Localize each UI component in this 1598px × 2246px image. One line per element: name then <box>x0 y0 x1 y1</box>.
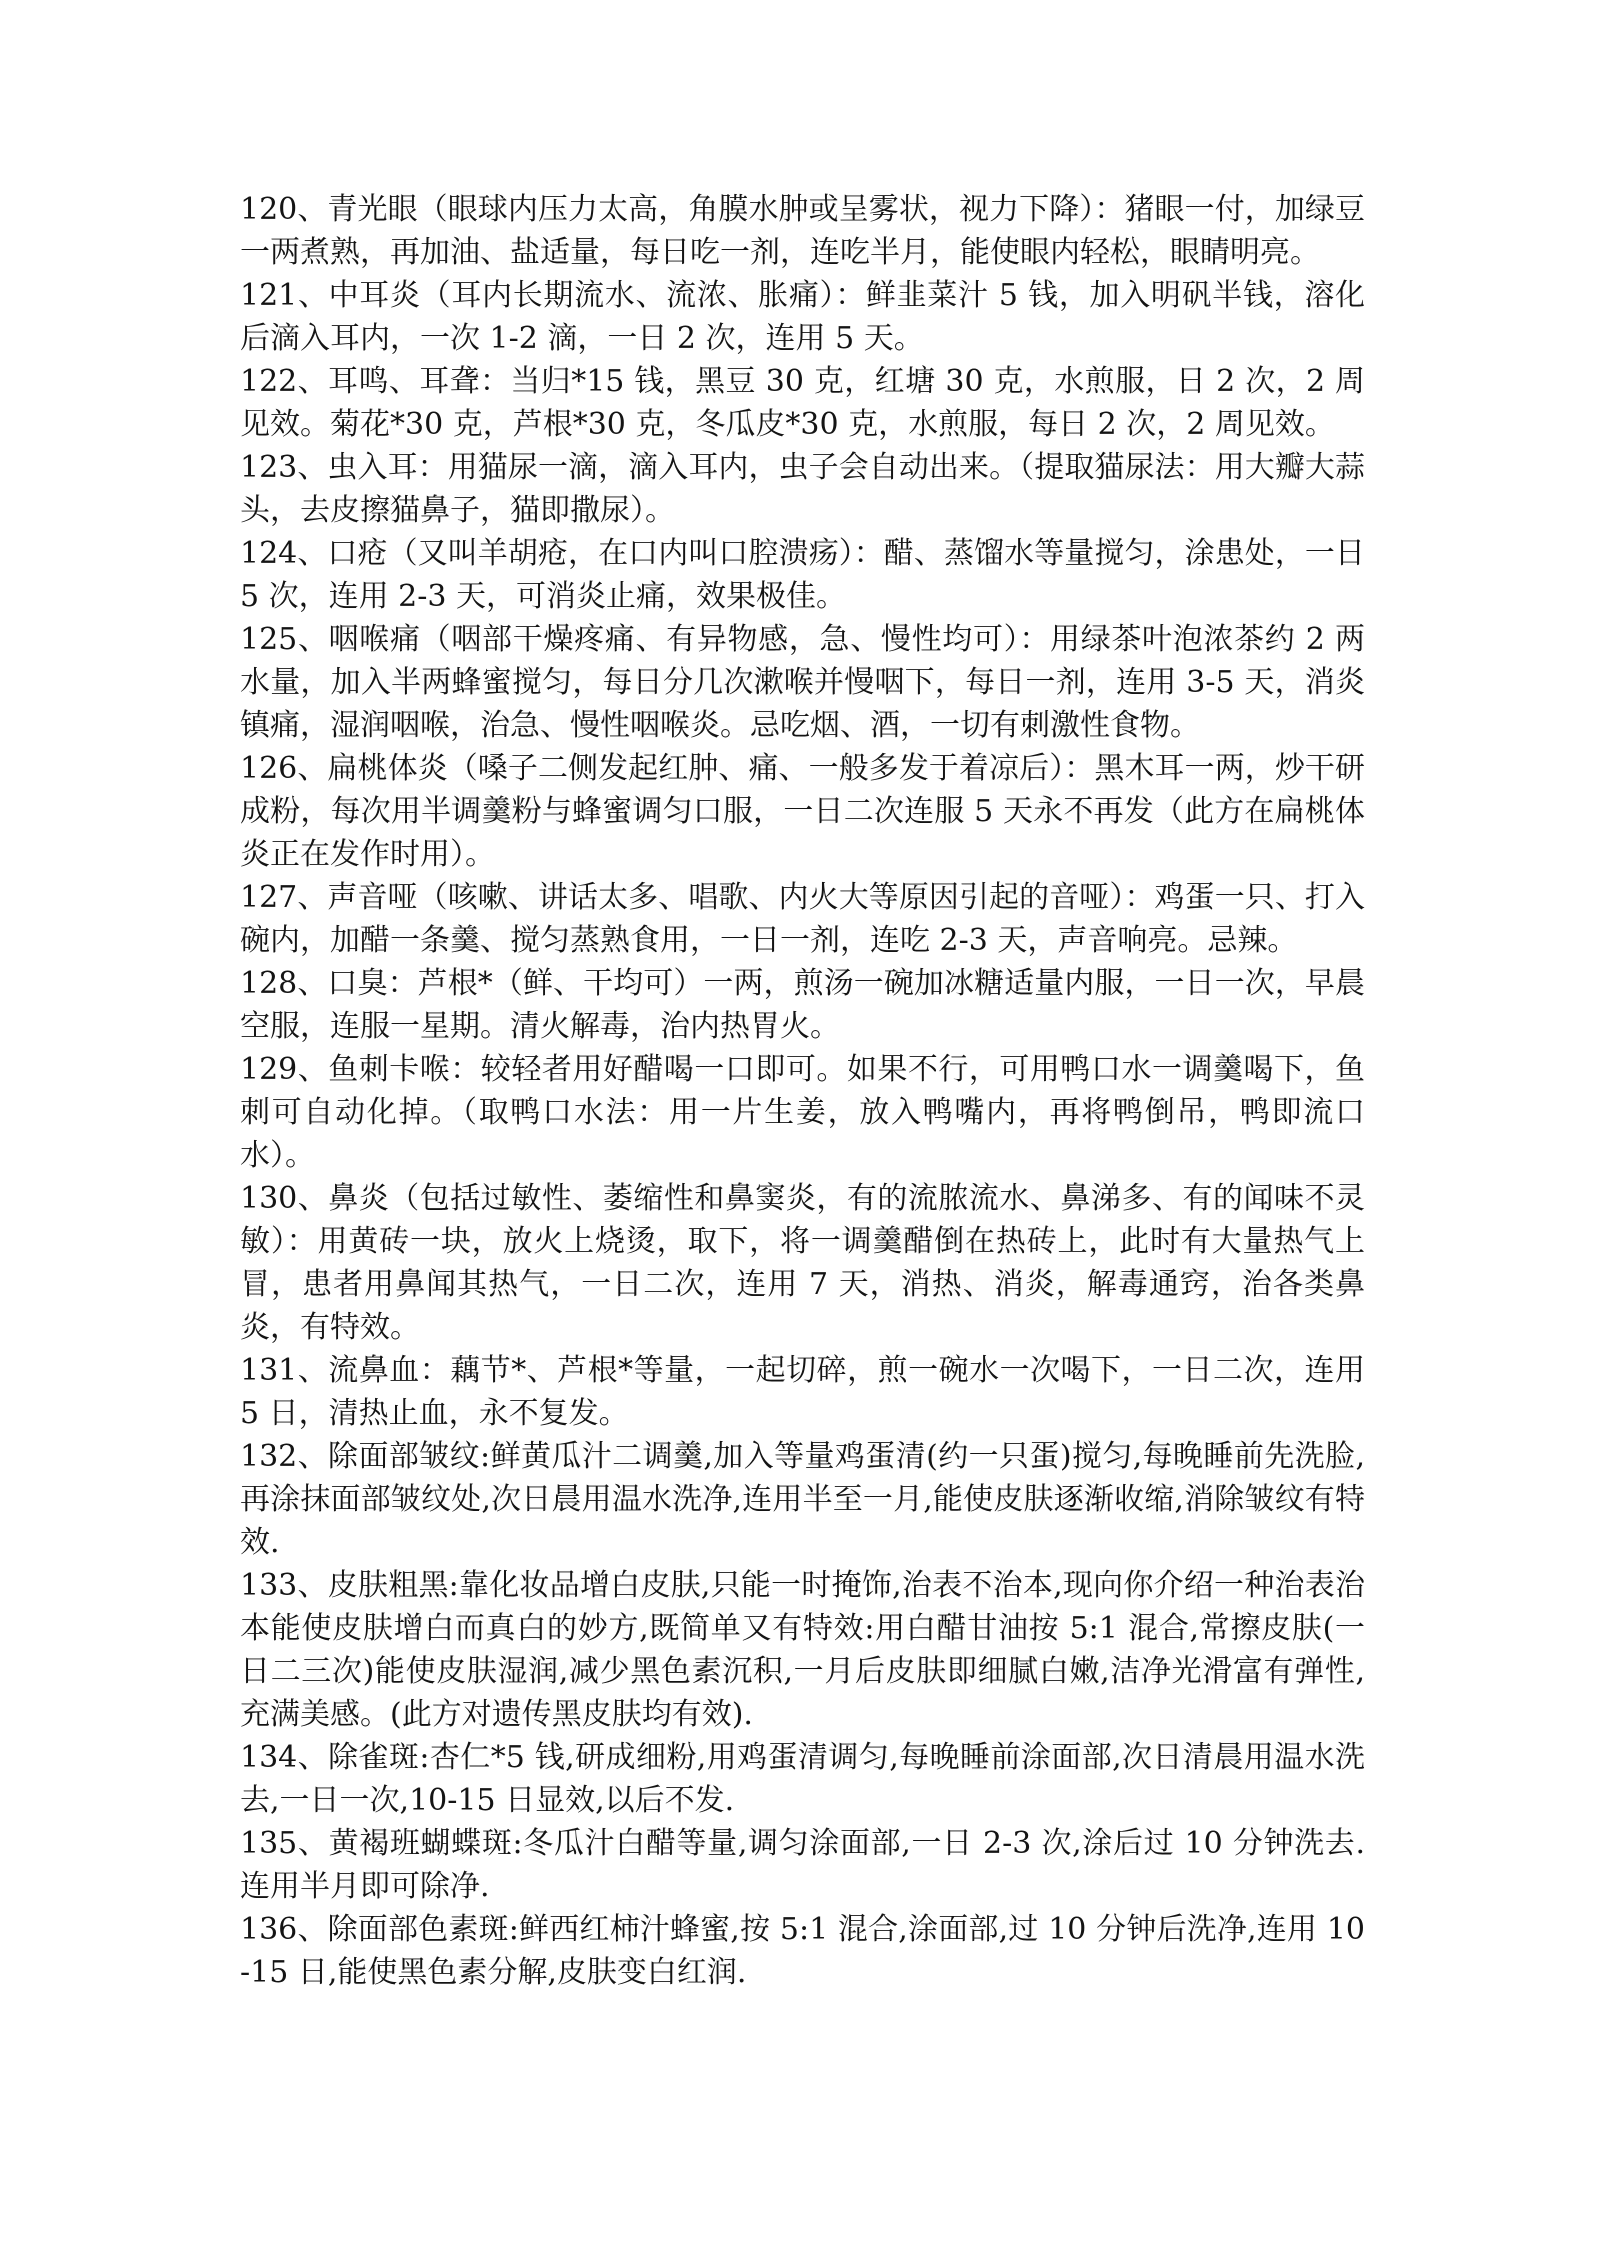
entry-130: 130、鼻炎（包括过敏性、萎缩性和鼻窦炎，有的流脓流水、鼻涕多、有的闻味不灵敏）：用黄砖一块，放火上烧烫，取下，将一调羹醋倒在热砖上，此时有大量热气上冒，患者用鼻闻其热气，一日二次，连用 7 天，消热、消炎，解毒通窍，治各类鼻炎，有特效。 <box>240 1181 1365 1345</box>
entry-134: 134、除雀斑:杏仁*5 钱,研成细粉,用鸡蛋清调匀,每晚睡前涂面部,次日清晨用温水洗去,一日一次,10-15 日显效,以后不发. <box>240 1740 1365 1818</box>
entry-122: 122、耳鸣、耳聋：当归*15 钱，黑豆 30 克，红塘 30 克，水煎服，日 2 次，2 周见效。菊花*30 克，芦根*30 克，冬瓜皮*30 克，水煎服，每日 2 次，2 周见效。 <box>240 364 1365 442</box>
entry-135: 135、黄褐班蝴蝶斑:冬瓜汁白醋等量,调匀涂面部,一日 2-3 次,涂后过 10 分钟洗去.连用半月即可除净. <box>240 1826 1366 1904</box>
entry-121: 121、中耳炎（耳内长期流水、流浓、胀痛）：鲜韭菜汁 5 钱，加入明矾半钱，溶化后滴入耳内，一次 1-2 滴，一日 2 次，连用 5 天。 <box>240 278 1365 356</box>
entry-120: 120、青光眼（眼球内压力太高，角膜水肿或呈雾状，视力下降）：猪眼一付，加绿豆一两煮熟，再加油、盐适量，每日吃一剂，连吃半月，能使眼内轻松，眼睛明亮。 <box>240 192 1365 270</box>
entry-133: 133、皮肤粗黑:靠化妆品增白皮肤,只能一时掩饰,治表不治本,现向你介绍一种治表治本能使皮肤增白而真白的妙方,既简单又有特效:用白醋甘油按 5:1 混合,常擦皮肤(一日二三次)能使皮肤湿润,减少黑色素沉积,一月后皮肤即细腻白嫩,洁净光滑富有弹性,充满美感。(此方对遗传黑皮肤均有效). <box>240 1568 1365 1732</box>
entry-136: 136、除面部色素斑:鲜西红柿汁蜂蜜,按 5:1 混合,涂面部,过 10 分钟后洗净,连用 10-15 日,能使黑色素分解,皮肤变白红润. <box>240 1912 1365 1990</box>
entry-123: 123、虫入耳：用猫尿一滴，滴入耳内，虫子会自动出来。（提取猫尿法：用大瓣大蒜头，去皮擦猫鼻子，猫即撒尿）。 <box>240 450 1365 528</box>
entry-124: 124、口疮（又叫羊胡疮，在口内叫口腔溃疡）：醋、蒸馏水等量搅匀，涂患处，一日 5 次，连用 2-3 天，可消炎止痛，效果极佳。 <box>240 536 1365 614</box>
entry-132: 132、除面部皱纹:鲜黄瓜汁二调羹,加入等量鸡蛋清(约一只蛋)搅匀,每晚睡前先洗脸,再涂抹面部皱纹处,次日晨用温水洗净,连用半至一月,能使皮肤逐渐收缩,消除皱纹有特效. <box>240 1439 1365 1560</box>
entry-131: 131、流鼻血：藕节*、芦根*等量，一起切碎，煎一碗水一次喝下，一日二次，连用 5 日，清热止血，永不复发。 <box>240 1353 1365 1431</box>
entry-125: 125、咽喉痛（咽部干燥疼痛、有异物感，急、慢性均可）：用绿茶叶泡浓茶约 2 两水量，加入半两蜂蜜搅匀，每日分几次漱喉并慢咽下，每日一剂，连用 3-5 天，消炎镇痛，湿润咽喉，治急、慢性咽喉炎。忌吃烟、酒，一切有刺激性食物。 <box>240 622 1365 743</box>
entry-127: 127、声音哑（咳嗽、讲话太多、唱歌、内火大等原因引起的音哑）：鸡蛋一只、打入碗内，加醋一条羹、搅匀蒸熟食用，一日一剂，连吃 2-3 天，声音响亮。忌辣。 <box>240 880 1365 958</box>
document-page <box>240 188 1365 1994</box>
entry-129: 129、鱼刺卡喉：较轻者用好醋喝一口即可。如果不行，可用鸭口水一调羹喝下，鱼刺可自动化掉。（取鸭口水法：用一片生姜，放入鸭嘴内，再将鸭倒吊，鸭即流口水）。 <box>240 1052 1365 1173</box>
entry-126: 126、扁桃体炎（嗓子二侧发起红肿、痛、一般多发于着凉后）：黑木耳一两，炒干研成粉，每次用半调羹粉与蜂蜜调匀口服，一日二次连服 5 天永不再发（此方在扁桃体炎正在发作时用）。 <box>240 751 1365 872</box>
entry-128: 128、口臭：芦根*（鲜、干均可）一两，煎汤一碗加冰糖适量内服，一日一次，早晨空服，连服一星期。清火解毒，治内热胃火。 <box>240 966 1365 1044</box>
